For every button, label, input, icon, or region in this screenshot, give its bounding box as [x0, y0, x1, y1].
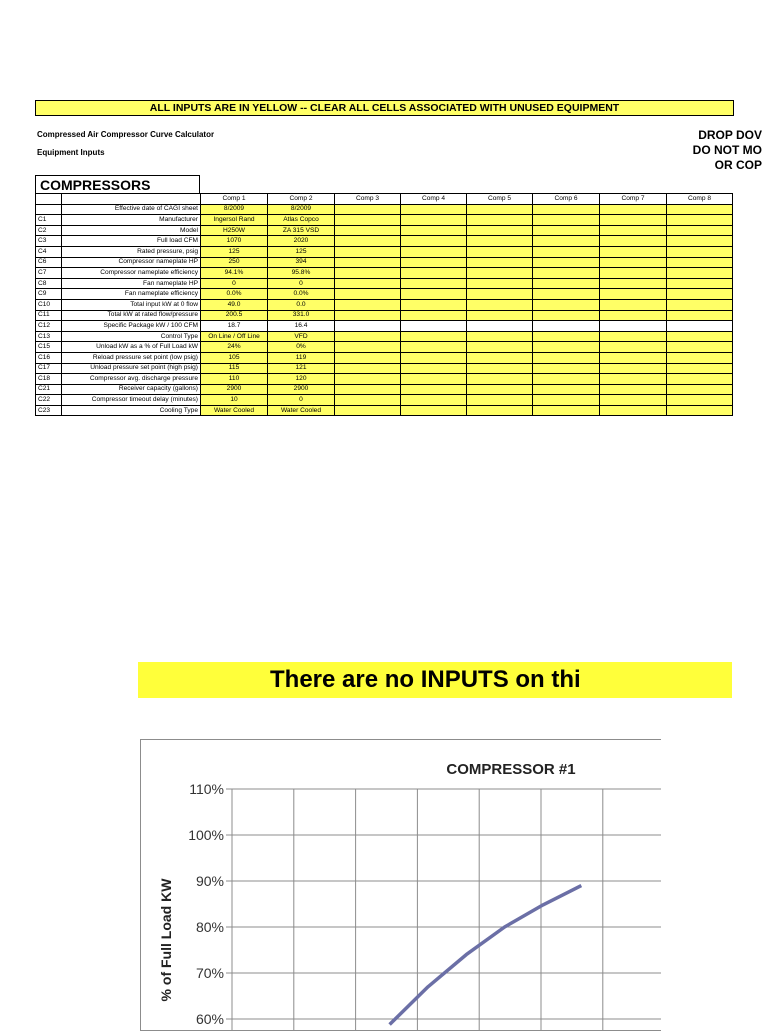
y-tick-label: 90% [195, 873, 224, 889]
table-row [36, 215, 733, 226]
input-cell-comp-2[interactable]: 121 [268, 363, 335, 374]
input-cell-comp-8[interactable] [667, 225, 733, 236]
column-header-comp-1: Comp 1 [201, 194, 268, 205]
note-line-1: DROP DOV [698, 128, 762, 142]
input-cell-comp-4[interactable] [401, 331, 467, 342]
row-label: Total kW at rated flow/pressure [62, 310, 201, 321]
input-cell-comp-2[interactable]: VFD [268, 331, 335, 342]
y-tick-label: 60% [195, 1011, 224, 1027]
input-cell-comp-6[interactable] [533, 384, 600, 395]
table-row [36, 204, 733, 215]
row-label: Fan nameplate HP [62, 278, 201, 289]
row-code: C6 [36, 257, 62, 268]
row-code: C9 [36, 289, 62, 300]
column-header-comp-6: Comp 6 [533, 194, 600, 205]
row-label: Model [62, 225, 201, 236]
row-code: C1 [36, 215, 62, 226]
row-label: Unload kW as a % of Full Load kW [62, 342, 201, 353]
input-cell-comp-3[interactable] [335, 215, 401, 226]
input-cell-comp-5[interactable] [467, 236, 533, 247]
input-cell-comp-7[interactable] [600, 395, 667, 406]
table-row [36, 225, 733, 236]
input-cell-comp-4[interactable] [401, 363, 467, 374]
input-cell-comp-5[interactable] [467, 246, 533, 257]
input-cell-comp-4[interactable] [401, 310, 467, 321]
input-cell-comp-7[interactable] [600, 246, 667, 257]
input-cell-comp-1[interactable]: 2900 [201, 384, 268, 395]
input-cell-comp-2[interactable]: 0 [268, 278, 335, 289]
compressor-1-chart [140, 739, 661, 1031]
table-row [36, 310, 733, 321]
input-cell-comp-6[interactable] [533, 289, 600, 300]
y-tick-label: 100% [188, 827, 224, 843]
input-cell-comp-5[interactable] [467, 268, 533, 279]
input-cell-comp-4[interactable] [401, 405, 467, 416]
input-cell-comp-2[interactable]: Water Cooled [268, 405, 335, 416]
input-cell-comp-2[interactable]: 119 [268, 352, 335, 363]
input-cell-comp-1[interactable]: 250 [201, 257, 268, 268]
input-cell-comp-7[interactable] [600, 363, 667, 374]
input-cell-comp-4[interactable] [401, 352, 467, 363]
input-cell-comp-4[interactable] [401, 395, 467, 406]
input-cell-comp-7[interactable] [600, 268, 667, 279]
note-line-3: OR COP [714, 158, 762, 172]
input-cell-comp-8[interactable] [667, 215, 733, 226]
row-label: Unload pressure set point (high psig) [62, 363, 201, 374]
input-cell-comp-4[interactable] [401, 384, 467, 395]
table-row [36, 268, 733, 279]
input-cell-comp-7[interactable] [600, 299, 667, 310]
y-tick-label: 110% [189, 781, 224, 797]
input-cell-comp-3[interactable] [335, 310, 401, 321]
row-code: C13 [36, 331, 62, 342]
table-row [36, 374, 733, 385]
input-cell-comp-3[interactable] [335, 246, 401, 257]
input-cell-comp-5[interactable] [467, 310, 533, 321]
row-code: C16 [36, 352, 62, 363]
input-cell-comp-3 [335, 321, 401, 332]
input-cell-comp-1[interactable]: 8/2009 [201, 204, 268, 215]
calculator-title: Compressed Air Compressor Curve Calculator [37, 130, 215, 139]
table-row [36, 257, 733, 268]
column-header-comp-7: Comp 7 [600, 194, 667, 205]
input-cell-comp-3[interactable] [335, 204, 401, 215]
input-cell-comp-6[interactable] [533, 215, 600, 226]
input-cell-comp-5[interactable] [467, 289, 533, 300]
input-cell-comp-1[interactable]: 49.0 [201, 299, 268, 310]
input-cell-comp-3[interactable] [335, 268, 401, 279]
input-cell-comp-3[interactable] [335, 342, 401, 353]
input-cell-comp-3[interactable] [335, 395, 401, 406]
note-line-2: DO NOT MO [692, 143, 762, 157]
header-blank-cell [36, 194, 62, 205]
input-cell-comp-7[interactable] [600, 289, 667, 300]
input-cell-comp-6[interactable] [533, 299, 600, 310]
input-cell-comp-8[interactable] [667, 278, 733, 289]
input-cell-comp-8[interactable] [667, 257, 733, 268]
input-cell-comp-7[interactable] [600, 342, 667, 353]
input-cell-comp-2[interactable]: 2020 [268, 236, 335, 247]
row-code: C15 [36, 342, 62, 353]
input-cell-comp-1[interactable]: 24% [201, 342, 268, 353]
row-code: C23 [36, 405, 62, 416]
equipment-inputs-label: Equipment Inputs [37, 148, 105, 157]
input-cell-comp-2[interactable]: 0 [268, 395, 335, 406]
row-label: Total input kW at 0 flow [62, 299, 201, 310]
input-cell-comp-2[interactable]: 0.0% [268, 289, 335, 300]
input-cell-comp-4[interactable] [401, 289, 467, 300]
input-cell-comp-6[interactable] [533, 342, 600, 353]
input-cell-comp-2[interactable]: 0% [268, 342, 335, 353]
input-cell-comp-1[interactable]: 115 [201, 363, 268, 374]
input-cell-comp-8[interactable] [667, 299, 733, 310]
input-cell-comp-3[interactable] [335, 331, 401, 342]
column-header-comp-5: Comp 5 [467, 194, 533, 205]
input-cell-comp-7[interactable] [600, 236, 667, 247]
input-cell-comp-4[interactable] [401, 204, 467, 215]
input-cell-comp-6[interactable] [533, 246, 600, 257]
table-row [36, 363, 733, 374]
row-code: C2 [36, 225, 62, 236]
input-cell-comp-1[interactable]: 0.0% [201, 289, 268, 300]
input-cell-comp-8[interactable] [667, 268, 733, 279]
input-cell-comp-4[interactable] [401, 299, 467, 310]
input-cell-comp-3[interactable] [335, 289, 401, 300]
table-header-row [36, 194, 733, 205]
table-row [36, 299, 733, 310]
input-cell-comp-7[interactable] [600, 278, 667, 289]
row-label: Effective date of CAGI sheet [62, 204, 201, 215]
input-cell-comp-8[interactable] [667, 374, 733, 385]
input-cell-comp-1: 18.7 [201, 321, 268, 332]
input-cell-comp-3[interactable] [335, 257, 401, 268]
input-cell-comp-4[interactable] [401, 246, 467, 257]
table-row [36, 278, 733, 289]
input-cell-comp-1[interactable]: On Line / Off Line [201, 331, 268, 342]
input-cell-comp-8[interactable] [667, 395, 733, 406]
input-cell-comp-3[interactable] [335, 384, 401, 395]
input-cell-comp-5[interactable] [467, 342, 533, 353]
row-label: Cooling Type [62, 405, 201, 416]
input-cell-comp-2[interactable]: 120 [268, 374, 335, 385]
input-cell-comp-1[interactable]: Ingersol Rand [201, 215, 268, 226]
drop-down-note [693, 128, 762, 173]
input-cell-comp-2: 16.4 [268, 321, 335, 332]
input-cell-comp-5 [467, 321, 533, 332]
input-cell-comp-1[interactable]: 10 [201, 395, 268, 406]
row-code: C7 [36, 268, 62, 279]
input-cell-comp-6[interactable] [533, 236, 600, 247]
input-cell-comp-2[interactable]: 8/2009 [268, 204, 335, 215]
table-row [36, 321, 733, 332]
column-header-comp-8: Comp 8 [667, 194, 733, 205]
input-cell-comp-7 [600, 321, 667, 332]
row-label: Compressor nameplate HP [62, 257, 201, 268]
input-cell-comp-8[interactable] [667, 405, 733, 416]
series-line [390, 886, 582, 1025]
input-cell-comp-3[interactable] [335, 352, 401, 363]
input-cell-comp-5[interactable] [467, 374, 533, 385]
input-cell-comp-4[interactable] [401, 268, 467, 279]
input-cell-comp-4[interactable] [401, 278, 467, 289]
input-cell-comp-2[interactable]: 125 [268, 246, 335, 257]
instruction-banner: ALL INPUTS ARE IN YELLOW -- CLEAR ALL CELLS ASSOCIATED WITH UNUSED EQUIPMENT [35, 100, 734, 116]
input-cell-comp-3[interactable] [335, 278, 401, 289]
input-cell-comp-2[interactable]: Atlas Copco [268, 215, 335, 226]
row-label: Fan nameplate efficiency [62, 289, 201, 300]
input-cell-comp-5[interactable] [467, 215, 533, 226]
input-cell-comp-6[interactable] [533, 268, 600, 279]
row-code: C18 [36, 374, 62, 385]
input-cell-comp-6[interactable] [533, 257, 600, 268]
input-cell-comp-7[interactable] [600, 204, 667, 215]
input-cell-comp-2[interactable]: 394 [268, 257, 335, 268]
table-row [36, 331, 733, 342]
input-cell-comp-1[interactable]: 200.5 [201, 310, 268, 321]
input-cell-comp-7[interactable] [600, 374, 667, 385]
row-label: Compressor timeout delay (minutes) [62, 395, 201, 406]
input-cell-comp-1[interactable]: 94.1% [201, 268, 268, 279]
input-cell-comp-7[interactable] [600, 352, 667, 363]
input-cell-comp-6 [533, 321, 600, 332]
row-label: Rated pressure, psig [62, 246, 201, 257]
row-code: C3 [36, 236, 62, 247]
input-cell-comp-5[interactable] [467, 384, 533, 395]
input-cell-comp-3[interactable] [335, 363, 401, 374]
row-label: Specific Package kW / 100 CFM [62, 321, 201, 332]
input-cell-comp-6[interactable] [533, 204, 600, 215]
input-cell-comp-2[interactable]: 0.0 [268, 299, 335, 310]
input-cell-comp-8[interactable] [667, 352, 733, 363]
input-cell-comp-4 [401, 321, 467, 332]
input-cell-comp-7[interactable] [600, 310, 667, 321]
input-cell-comp-6[interactable] [533, 331, 600, 342]
input-cell-comp-8[interactable] [667, 384, 733, 395]
y-tick-label: 80% [195, 919, 224, 935]
compressors-section-title: COMPRESSORS [35, 175, 200, 193]
input-cell-comp-2[interactable]: 331.0 [268, 310, 335, 321]
input-cell-comp-8[interactable] [667, 236, 733, 247]
row-label: Full load CFM [62, 236, 201, 247]
input-cell-comp-3[interactable] [335, 405, 401, 416]
input-cell-comp-5[interactable] [467, 278, 533, 289]
input-cell-comp-6[interactable] [533, 395, 600, 406]
chart-title: COMPRESSOR #1 [446, 761, 576, 778]
row-label: Compressor avg. discharge pressure [62, 374, 201, 385]
input-cell-comp-7[interactable] [600, 225, 667, 236]
input-cell-comp-6[interactable] [533, 363, 600, 374]
table-row [36, 236, 733, 247]
table-row [36, 352, 733, 363]
compressor-input-table [35, 193, 733, 416]
input-cell-comp-3[interactable] [335, 236, 401, 247]
input-cell-comp-5[interactable] [467, 331, 533, 342]
input-cell-comp-6[interactable] [533, 374, 600, 385]
input-cell-comp-5[interactable] [467, 204, 533, 215]
row-label: Receiver capacity (gallons) [62, 384, 201, 395]
row-code: C21 [36, 384, 62, 395]
y-tick-label: 70% [195, 965, 224, 981]
input-cell-comp-4[interactable] [401, 257, 467, 268]
input-cell-comp-5[interactable] [467, 352, 533, 363]
input-cell-comp-4[interactable] [401, 236, 467, 247]
table-row [36, 342, 733, 353]
input-cell-comp-8[interactable] [667, 289, 733, 300]
input-cell-comp-3[interactable] [335, 225, 401, 236]
input-cell-comp-1[interactable]: 0 [201, 278, 268, 289]
table-row [36, 395, 733, 406]
column-header-comp-3: Comp 3 [335, 194, 401, 205]
input-cell-comp-7[interactable] [600, 405, 667, 416]
column-header-comp-2: Comp 2 [268, 194, 335, 205]
row-label: Compressor nameplate efficiency [62, 268, 201, 279]
input-cell-comp-1[interactable]: 105 [201, 352, 268, 363]
input-cell-comp-1[interactable]: 110 [201, 374, 268, 385]
row-label: Manufacturer [62, 215, 201, 226]
input-cell-comp-6[interactable] [533, 310, 600, 321]
input-cell-comp-2[interactable]: 2900 [268, 384, 335, 395]
table-row [36, 246, 733, 257]
input-cell-comp-5[interactable] [467, 395, 533, 406]
row-label: Control Type [62, 331, 201, 342]
row-label: Reload pressure set point (low psig) [62, 352, 201, 363]
input-cell-comp-5[interactable] [467, 225, 533, 236]
input-cell-comp-2[interactable]: 95.8% [268, 268, 335, 279]
row-code: C17 [36, 363, 62, 374]
no-inputs-banner: There are no INPUTS on thi [138, 662, 732, 698]
input-cell-comp-4[interactable] [401, 374, 467, 385]
input-cell-comp-5[interactable] [467, 257, 533, 268]
chart-svg [141, 740, 661, 1030]
input-cell-comp-1[interactable]: 125 [201, 246, 268, 257]
input-cell-comp-1[interactable]: Water Cooled [201, 405, 268, 416]
input-cell-comp-7[interactable] [600, 331, 667, 342]
table-row [36, 384, 733, 395]
input-cell-comp-8[interactable] [667, 310, 733, 321]
input-cell-comp-7[interactable] [600, 257, 667, 268]
input-cell-comp-5[interactable] [467, 405, 533, 416]
input-cell-comp-6[interactable] [533, 225, 600, 236]
y-axis-label: % of Full Load KW [158, 878, 174, 1002]
input-cell-comp-4[interactable] [401, 225, 467, 236]
input-cell-comp-6[interactable] [533, 352, 600, 363]
column-header-comp-4: Comp 4 [401, 194, 467, 205]
input-cell-comp-8[interactable] [667, 204, 733, 215]
row-code: C12 [36, 321, 62, 332]
header-blank-cell [62, 194, 201, 205]
table-row [36, 289, 733, 300]
input-cell-comp-4[interactable] [401, 215, 467, 226]
input-cell-comp-8[interactable] [667, 342, 733, 353]
row-code: C10 [36, 299, 62, 310]
input-cell-comp-5[interactable] [467, 363, 533, 374]
row-code: C11 [36, 310, 62, 321]
input-cell-comp-7[interactable] [600, 215, 667, 226]
input-cell-comp-8[interactable] [667, 363, 733, 374]
input-cell-comp-1[interactable]: 1070 [201, 236, 268, 247]
row-code: C4 [36, 246, 62, 257]
input-cell-comp-4[interactable] [401, 342, 467, 353]
input-cell-comp-6[interactable] [533, 278, 600, 289]
input-cell-comp-1[interactable]: H250W [201, 225, 268, 236]
row-code: C8 [36, 278, 62, 289]
input-cell-comp-5[interactable] [467, 299, 533, 310]
input-cell-comp-8[interactable] [667, 246, 733, 257]
input-cell-comp-8 [667, 321, 733, 332]
row-code [36, 204, 62, 215]
row-code: C22 [36, 395, 62, 406]
input-cell-comp-3[interactable] [335, 374, 401, 385]
input-cell-comp-6[interactable] [533, 405, 600, 416]
input-cell-comp-3[interactable] [335, 299, 401, 310]
input-cell-comp-8[interactable] [667, 331, 733, 342]
table-row [36, 405, 733, 416]
input-cell-comp-7[interactable] [600, 384, 667, 395]
input-cell-comp-2[interactable]: ZA 315 VSD [268, 225, 335, 236]
